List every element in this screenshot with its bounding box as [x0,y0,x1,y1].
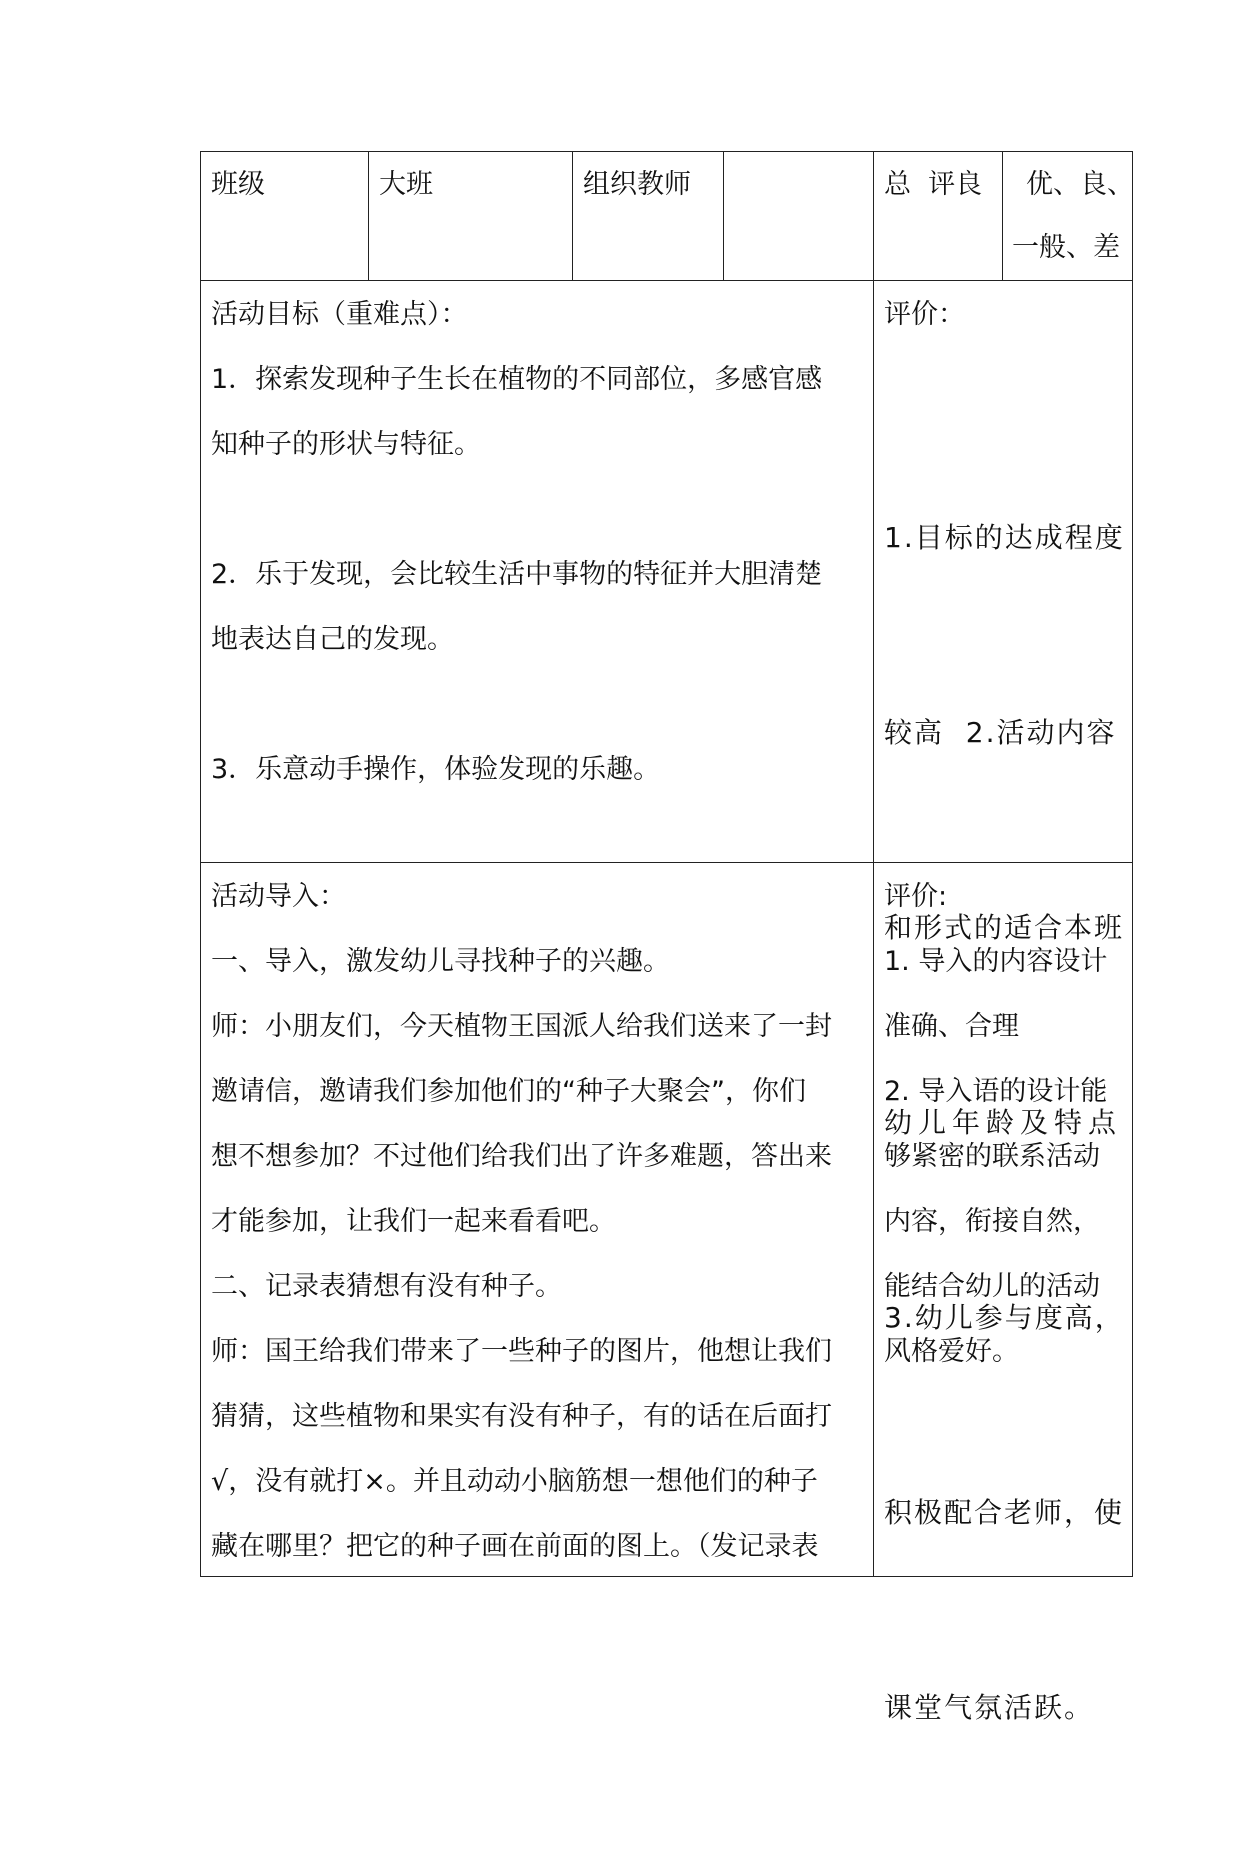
intro-line10: 藏在哪里？把它的种子画在前面的图上。（发记录表 [211,1531,819,1562]
col-divider-h2 [572,152,573,280]
col-divider-h4 [1002,152,1003,280]
intro-line3: 邀请信，邀请我们参加他们的“种子大聚会”，你们 [211,1076,806,1107]
intro-eval-line6: 能结合幼儿的活动 [884,1271,1100,1302]
goals-eval-line7: 课堂气氛活跃。 [884,1691,1095,1724]
intro-line1: 一、导入，激发幼儿寻找种子的兴趣。 [211,946,670,977]
overall-options-line1: 优、良、 [1026,169,1134,200]
overall-options-line2: 一般、差 [1012,232,1120,263]
evaluation-table [200,151,1134,1724]
class-value: 大班 [379,169,433,200]
goals-item3: 3．乐意动手操作，体验发现的乐趣。 [211,754,661,785]
goals-eval-line1: 1.目标的达成程度 [884,521,1125,554]
goals-item1-line2: 知种子的形状与特征。 [211,429,481,460]
overall-label: 总 评良 [884,169,983,200]
goals-title: 活动目标（重难点）： [211,299,468,330]
intro-eval-line2: 准确、合理 [884,1011,1019,1042]
intro-eval-line5: 内容，衔接自然， [884,1206,1100,1237]
goals-eval-line3: 和形式的适合本班 [884,911,1125,944]
intro-line9: √，没有就打×。并且动动小脑筋想一想他们的种子 [211,1466,818,1497]
intro-title: 活动导入： [211,881,346,912]
goals-eval-title: 评价： [884,299,965,330]
intro-line6: 二、记录表猜想有没有种子。 [211,1271,562,1302]
goals-block [211,282,822,802]
intro-line2: 师：小朋友们，今天植物王国派人给我们送来了一封 [211,1011,832,1042]
row-divider-1 [201,280,1132,281]
goals-eval-line4: 幼儿年龄及特点 [884,1106,1123,1139]
intro-line8: 猜猜，这些植物和果实有没有种子，有的话在后面打 [211,1401,832,1432]
intro-eval-line7: 风格爱好。 [884,1336,1019,1367]
intro-line4: 想不想参加？不过他们给我们出了许多难题，答出来 [211,1141,832,1172]
goals-eval-line2: 较高 2.活动内容 [884,716,1117,749]
intro-eval-block [884,864,1107,1384]
goals-item2-line1: 2．乐于发现，会比较生活中事物的特征并大胆清楚 [211,559,823,590]
col-divider-main [873,152,874,1576]
col-divider-h1 [368,152,369,280]
intro-eval-line4: 够紧密的联系活动 [884,1141,1100,1172]
goals-eval-line6: 积极配合老师，使 [884,1496,1125,1529]
intro-eval-title: 评价: [884,881,948,912]
intro-block [211,864,832,1579]
teacher-label: 组织教师 [583,169,691,200]
goals-eval-line5: 3.幼儿参与度高， [884,1301,1125,1334]
class-label: 班级 [211,169,265,200]
intro-eval-line3: 2. 导入语的设计能 [884,1076,1108,1107]
intro-line7: 师：国王给我们带来了一些种子的图片，他想让我们 [211,1336,832,1367]
intro-eval-line1: 1. 导入的内容设计 [884,946,1108,977]
col-divider-h3 [723,152,724,280]
goals-item2-line2: 地表达自己的发现。 [211,624,454,655]
intro-line5: 才能参加，让我们一起来看看吧。 [211,1206,616,1237]
goals-item1-line1: 1．探索发现种子生长在植物的不同部位，多感官感 [211,364,823,395]
